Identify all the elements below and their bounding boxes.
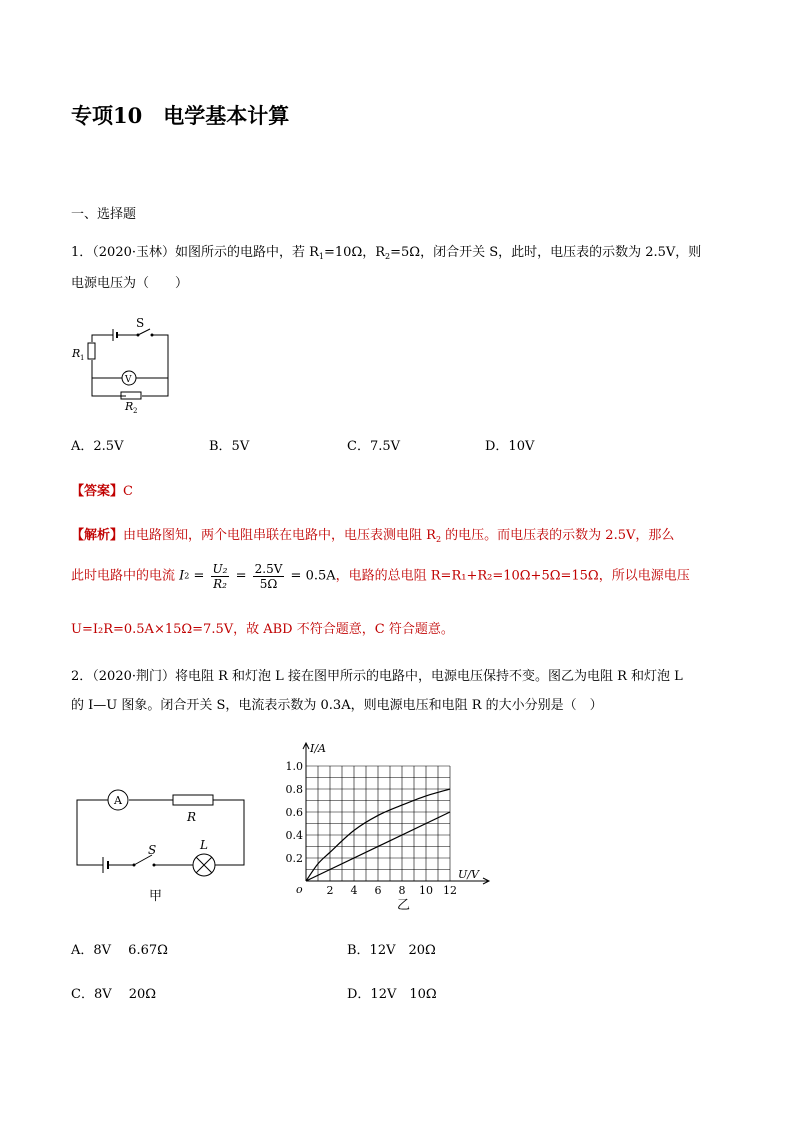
q1-analysis-tag: 【解析】 [71, 528, 124, 543]
q2-switch-contact [153, 864, 156, 867]
q2-label-s: S [148, 843, 157, 857]
x-tick-label: 10 [419, 884, 433, 897]
q1-stem-b: =10Ω，R [324, 245, 386, 260]
q1-stem-line2: 电源电压为（ ） [71, 276, 189, 291]
q1-eq2: = [231, 568, 251, 584]
x-tick-label: 6 [374, 884, 382, 897]
y-tick-label: 1.0 [285, 760, 303, 773]
q1-analysis-line1 [71, 529, 674, 547]
q2-iu-graph [282, 740, 494, 912]
q2-stem-line2: 的 I—U 图象。闭合开关 S，电流表示数为 0.3A，则电源电压和电阻 R 的大小分别是（ ） [71, 698, 603, 713]
q2-resistor-r [173, 795, 213, 805]
q1-wire-top-left [92, 335, 113, 342]
q1-label-r1-sub: 1 [80, 354, 85, 362]
x-tick-label: 8 [398, 884, 406, 897]
y-tick-label: 0.8 [285, 783, 303, 796]
q2-switch-pivot [133, 864, 136, 867]
q2-option-b: B．12V 20Ω [347, 943, 436, 958]
q1-option-c: C．7.5V [347, 439, 401, 454]
q2-option-c: C．8V 20Ω [71, 987, 157, 1002]
q1-stem-line1 [71, 246, 701, 264]
q1-fraction-2 [253, 562, 285, 591]
q2-circuit-diagram [70, 783, 252, 903]
y-tick-label: 0.6 [285, 806, 303, 819]
q1-switch-pivot [137, 334, 140, 337]
q1-sub1: 1 [318, 252, 325, 261]
q1-option-b: B．5V [209, 439, 250, 454]
x-tick-label: 4 [350, 884, 358, 897]
q2-label-a: A [114, 794, 122, 807]
q2-caption-yi: 乙 [397, 898, 411, 912]
q1-analysis-1a: 由电路图知，两个电阻串联在电路中，电压表测电阻 R [123, 528, 436, 543]
q1-switch-contact [151, 334, 154, 337]
q2-graph-xlabel: U/V [458, 868, 479, 881]
q1-answer-line [71, 485, 133, 499]
q1-i2-sub: 2 [184, 571, 190, 581]
q1-stem-c: =5Ω，闭合开关 S，此时，电压表的示数为 2.5V，则 [390, 245, 702, 260]
y-tick-label: 0.4 [285, 829, 303, 842]
q1-eq-result: = 0.5A [286, 568, 336, 584]
q1-option-d: D．10V [485, 439, 535, 454]
q2-graph-ticks [286, 760, 458, 897]
q1-label-r1: R [72, 347, 81, 360]
x-tick-label: 12 [443, 884, 457, 897]
q2-stem-line1: 2．（2020·荆门）将电阻 R 和灯泡 L 接在图甲所示的电路中，电源电压保持不变。图乙为电阻 R 和灯泡 L [71, 669, 683, 684]
q2-graph-grid [306, 766, 450, 881]
q1-frac2-den: 5Ω [259, 577, 278, 591]
q2-option-a: A．8V 6.67Ω [71, 943, 168, 958]
q2-option-d: D．12V 10Ω [347, 987, 437, 1002]
q2-graph-ylabel: I/A [310, 742, 326, 755]
q1-label-v: V [125, 375, 132, 385]
q1-wire-right [142, 335, 168, 396]
q1-label-s: S [136, 316, 145, 330]
x-tick-label: 2 [326, 884, 334, 897]
q2-label-r: R [187, 810, 197, 824]
q1-frac1-den: R₂ [213, 577, 227, 591]
q1-eq1: = [189, 568, 209, 584]
q1-analysis-1b: 的电压。而电压表的示数为 2.5V，那么 [441, 528, 675, 543]
y-tick-label: 0.2 [285, 852, 303, 865]
q1-analysis-2a: 此时电路中的电流 [71, 568, 180, 584]
q1-analysis-2b: ，电路的总电阻 R=R₁+R₂=10Ω+5Ω=15Ω，所以电源电压 [335, 568, 690, 584]
q2-caption-jia: 甲 [149, 889, 163, 903]
q1-label-r2: R [125, 400, 134, 413]
q1-sub2: 2 [385, 252, 391, 261]
q1-circuit-diagram [66, 312, 178, 417]
q2-graph-axes [303, 743, 489, 884]
q1-label-r2-sub: 2 [133, 407, 138, 415]
q1-analysis-line2 [71, 562, 690, 591]
q2-label-l: L [200, 838, 208, 852]
q1-analysis-1-sub: 2 [435, 535, 442, 544]
q1-answer-value: C [123, 484, 133, 499]
q1-resistor-r1 [88, 343, 95, 359]
q2-wire-left [77, 800, 108, 865]
q1-i2: I [179, 568, 185, 584]
q2-lamp-cross [196, 857, 212, 873]
section-heading: 一、选择题 [71, 207, 137, 222]
q1-stem-a: 1．（2020·玉林）如图所示的电路中，若 R [71, 245, 319, 260]
q1-option-a: A．2.5V [71, 439, 124, 454]
q2-graph-origin: o [296, 883, 303, 896]
q1-frac1-num: U₂ [212, 562, 228, 576]
page-title: 专项10 电学基本计算 [71, 103, 290, 128]
q2-wire-right [213, 800, 244, 865]
q1-fraction-1 [211, 562, 230, 591]
q1-answer-tag: 【答案】 [71, 484, 124, 499]
q1-frac2-num: 2.5V [254, 562, 283, 576]
q1-analysis-line3: U=I₂R=0.5A×15Ω=7.5V，故 ABD 不符合题意，C 符合题意。 [71, 622, 454, 637]
